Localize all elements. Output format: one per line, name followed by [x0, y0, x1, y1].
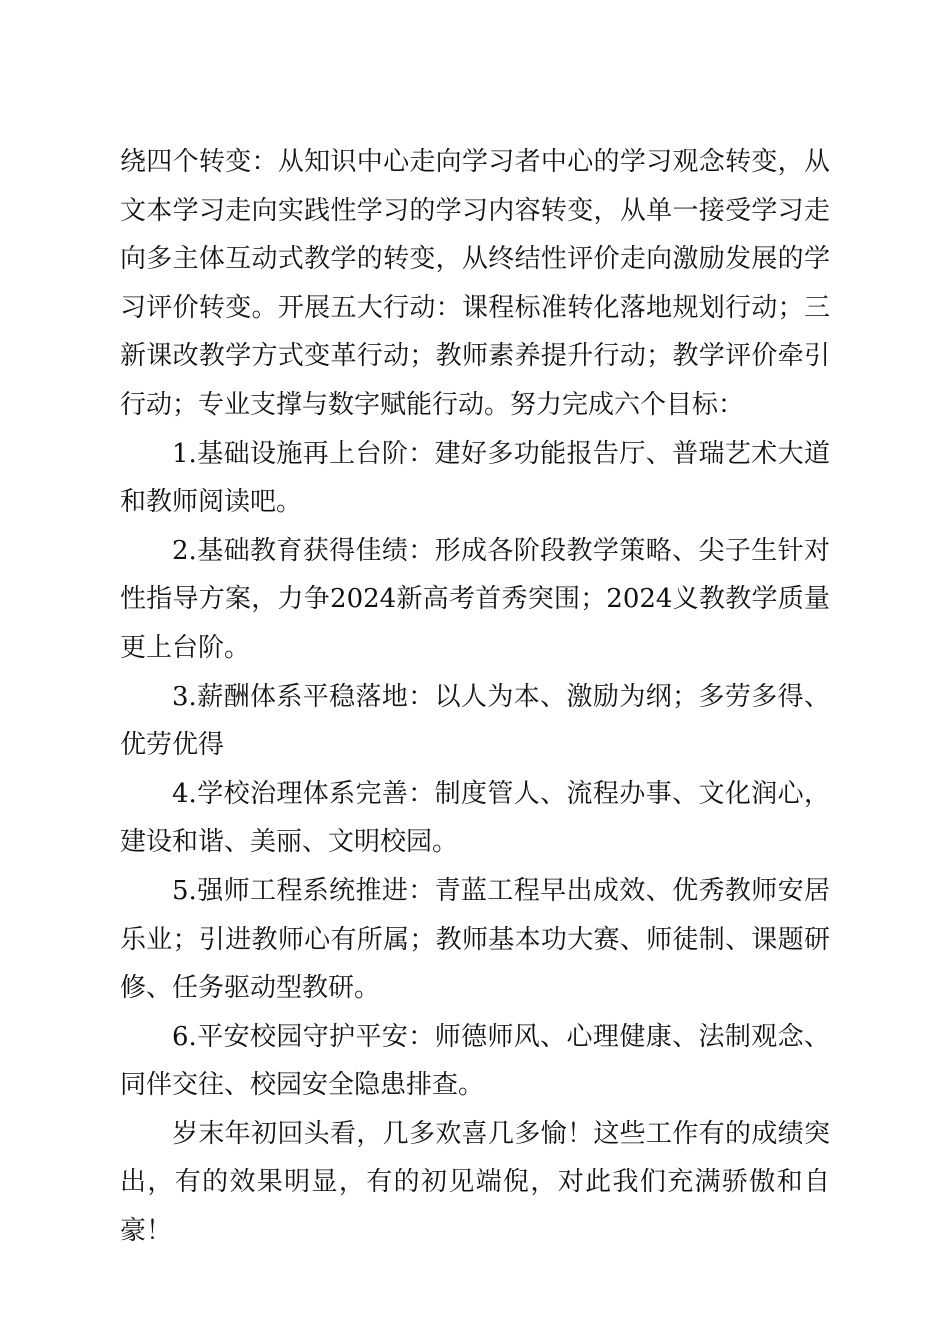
goal-item-2: 2.基础教育获得佳绩：形成各阶段教学策略、尖子生针对性指导方案，力争2024新高考首秀突围；2024义教教学质量更上台阶。 [120, 535, 830, 663]
goal-item-5: 5.强师工程系统推进：青蓝工程早出成效、优秀教师安居乐业；引进教师心有所属；教师基本功大赛、师徒制、课题研修、任务驱动型教研。 [120, 875, 830, 1004]
document-body [120, 138, 830, 1256]
goal-item-1: 1.基础设施再上台阶：建好多功能报告厅、普瑞艺术大道和教师阅读吧。 [120, 438, 830, 518]
goal-item-4: 4.学校治理体系完善：制度管人、流程办事、文化润心，建设和谐、美丽、文明校园。 [120, 778, 830, 858]
closing-paragraph: 岁末年初回头看，几多欢喜几多愉！这些工作有的成绩突出，有的效果明显，有的初见端倪，对此我们充满骄傲和自豪！ [120, 1118, 830, 1247]
goal-item-6: 6.平安校园守护平安：师德师风、心理健康、法制观念、同伴交往、校园安全隐患排查。 [120, 1021, 830, 1101]
paragraph-four-transformations: 绕四个转变：从知识中心走向学习者中心的学习观念转变，从文本学习走向实践性学习的学习内容转变，从单一接受学习走向多主体互动式教学的转变，从终结性评价走向激励发展的学习评价转变。开展五大行动：课程标准转化落地规划行动；三新课改教学方式变革行动；教师素养提升行动；教学评价牵引行动；专业支撑与数字赋能行动。努力完成六个目标： [120, 147, 830, 420]
goal-item-3: 3.薪酬体系平稳落地：以人为本、激励为纲；多劳多得、优劳优得 [120, 681, 830, 761]
